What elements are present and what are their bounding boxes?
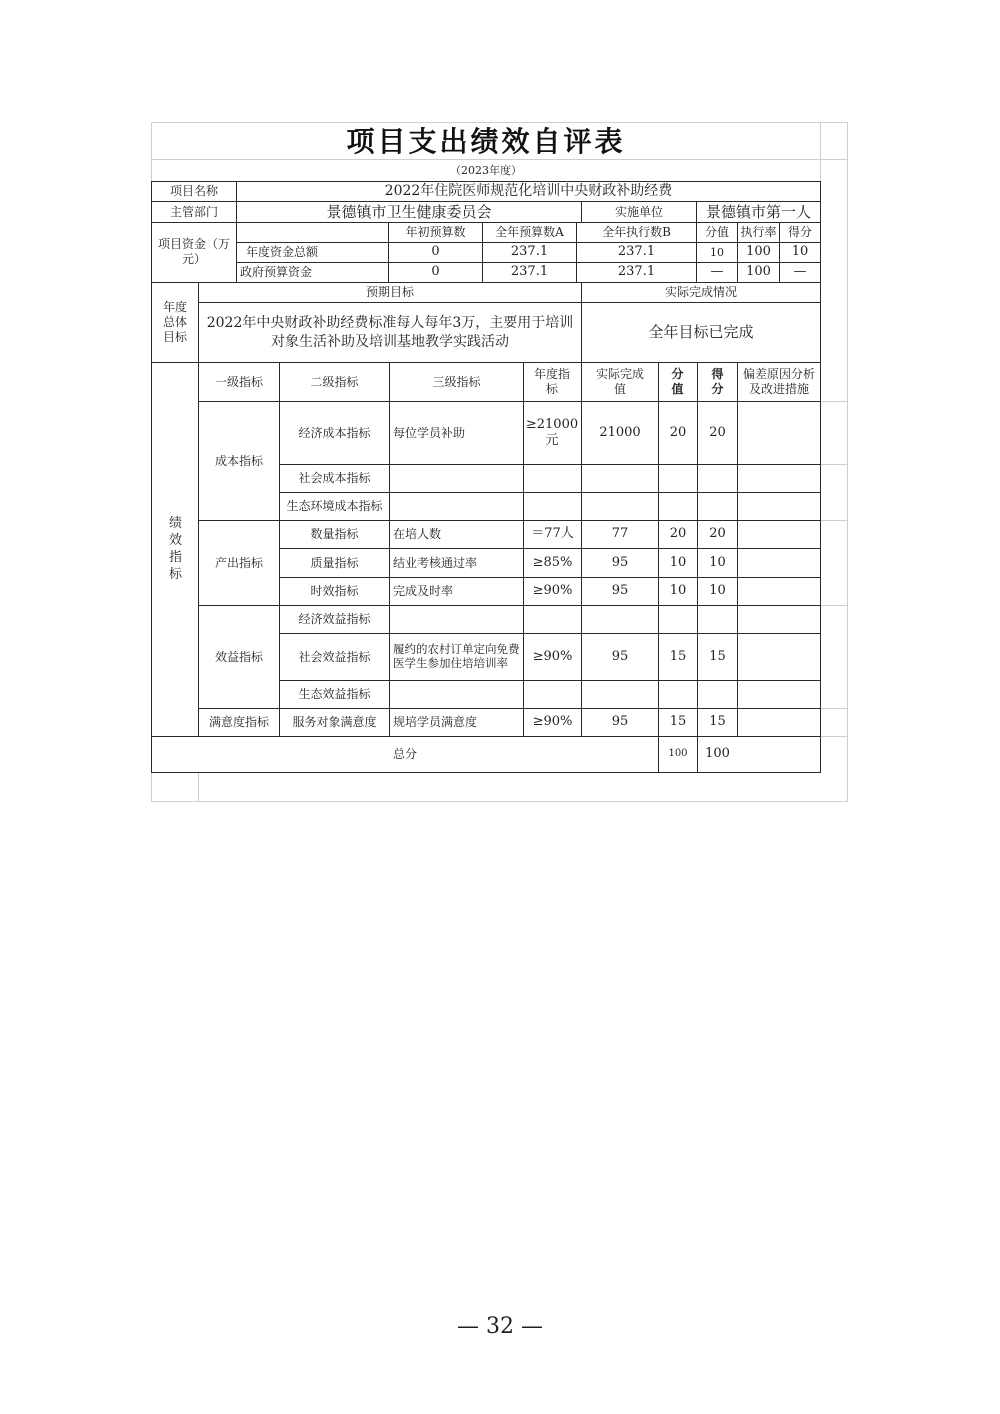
perf-row-value: 15 bbox=[669, 648, 687, 664]
funds-header-score-value: 分值 bbox=[704, 225, 729, 239]
impl-unit-name: 景德镇市第一人 bbox=[705, 202, 811, 221]
goal-expected-header: 预期目标 bbox=[365, 285, 414, 299]
form-year: （2023年度） bbox=[450, 163, 522, 177]
perf-row-target: ≥90% bbox=[532, 583, 573, 599]
funds-row-gov-initial: 0 bbox=[431, 264, 440, 280]
perf-row-score: 20 bbox=[709, 526, 726, 542]
perf-header-actual: 实际完成值 bbox=[596, 367, 645, 396]
perf-row-score: 10 bbox=[709, 583, 726, 599]
goal-actual-header: 实际完成情况 bbox=[664, 285, 737, 299]
perf-row-value: 15 bbox=[669, 714, 687, 730]
dept-label: 主管部门 bbox=[169, 204, 218, 219]
perf-row-l3: 每位学员补助 bbox=[393, 425, 466, 440]
perf-row-l2: 社会成本指标 bbox=[298, 471, 371, 485]
perf-row-value: 20 bbox=[669, 526, 687, 542]
funds-row-total-score: 10 bbox=[791, 244, 809, 260]
perf-row-l3: 结业考核通过率 bbox=[393, 555, 478, 570]
perf-header-l2: 二级指标 bbox=[310, 374, 359, 389]
perf-row-actual: 95 bbox=[611, 648, 629, 664]
funds-row-total-rate: 100 bbox=[746, 244, 771, 260]
perf-row-l3: 在培人数 bbox=[393, 527, 442, 541]
perf-l1-output: 产出指标 bbox=[214, 555, 263, 570]
page-number: — 32 — bbox=[457, 1314, 543, 1339]
goal-label: 年度总体目标 bbox=[162, 299, 187, 344]
perf-row-target: ＝77人 bbox=[531, 526, 574, 542]
funds-label: 项目资金（万元） bbox=[157, 237, 230, 266]
perf-header-target: 年度指标 bbox=[533, 367, 570, 396]
perf-row-target: ≥85% bbox=[532, 554, 573, 570]
funds-row-gov-executed: 237.1 bbox=[617, 264, 656, 280]
perf-row-value: 20 bbox=[669, 424, 687, 440]
total-value: 100 bbox=[668, 748, 688, 760]
perf-row-l2: 社会效益指标 bbox=[298, 649, 371, 664]
funds-row-gov-score-value: — bbox=[710, 264, 724, 280]
perf-row-l3: 规培学员满意度 bbox=[393, 715, 478, 729]
perf-row-l2: 生态效益指标 bbox=[298, 687, 371, 701]
perf-header-score: 得分 bbox=[711, 367, 724, 396]
perf-row-score: 15 bbox=[709, 648, 726, 664]
goal-actual-text: 全年目标已完成 bbox=[648, 323, 754, 342]
perf-row-l2: 质量指标 bbox=[310, 555, 359, 570]
perf-row-score: 10 bbox=[709, 554, 726, 570]
perf-l1-satisfaction: 满意度指标 bbox=[208, 715, 269, 729]
perf-row-value: 10 bbox=[669, 583, 687, 599]
perf-header-value: 分值 bbox=[671, 367, 684, 396]
funds-header-rate: 执行率 bbox=[740, 225, 777, 239]
funds-row-gov-rate: 100 bbox=[746, 264, 771, 280]
funds-row-total-initial: 0 bbox=[431, 244, 440, 260]
perf-row-l2: 时效指标 bbox=[310, 584, 359, 598]
perf-row-l2: 经济效益指标 bbox=[298, 612, 371, 626]
perf-label: 绩效指标 bbox=[168, 516, 182, 582]
dept-name: 景德镇市卫生健康委员会 bbox=[326, 202, 492, 221]
funds-row-gov-name: 政府预算资金 bbox=[240, 265, 313, 279]
perf-l1-cost: 成本指标 bbox=[214, 453, 263, 468]
perf-row-l3: 履约的农村订单定向免费医学生参加住培培训率 bbox=[393, 642, 520, 670]
funds-header-score: 得分 bbox=[787, 225, 812, 239]
project-name-label: 项目名称 bbox=[169, 184, 218, 198]
perf-row-l2: 数量指标 bbox=[310, 527, 359, 541]
perf-row-actual: 95 bbox=[611, 554, 629, 570]
perf-row-score: 15 bbox=[709, 714, 726, 730]
perf-row-l2: 经济成本指标 bbox=[298, 425, 371, 440]
perf-header-note: 偏差原因分析及改进措施 bbox=[742, 367, 815, 396]
funds-row-total-annual: 237.1 bbox=[510, 244, 549, 260]
total-label: 总分 bbox=[392, 747, 417, 761]
perf-header-l1: 一级指标 bbox=[214, 374, 263, 389]
funds-row-gov-score: — bbox=[793, 264, 807, 280]
perf-row-l2: 生态环境成本指标 bbox=[286, 499, 383, 513]
perf-row-actual: 77 bbox=[611, 526, 629, 542]
funds-header-annual: 全年预算数A bbox=[495, 225, 564, 239]
impl-unit-label: 实施单位 bbox=[614, 204, 663, 219]
perf-row-actual: 21000 bbox=[599, 424, 641, 440]
form-title: 项目支出绩效自评表 bbox=[346, 124, 626, 158]
perf-row-l2: 服务对象满意度 bbox=[292, 715, 377, 729]
funds-header-initial: 年初预算数 bbox=[405, 225, 466, 239]
perf-row-target: ≥90% bbox=[532, 648, 573, 664]
perf-row-score: 20 bbox=[709, 424, 726, 440]
funds-row-total-score-value: 10 bbox=[710, 245, 724, 259]
perf-row-value: 10 bbox=[669, 554, 687, 570]
funds-row-total-executed: 237.1 bbox=[617, 244, 656, 260]
perf-header-l3: 三级指标 bbox=[432, 374, 481, 389]
perf-row-target: ≥21000元 bbox=[525, 416, 579, 448]
funds-row-gov-annual: 237.1 bbox=[510, 264, 549, 280]
perf-row-actual: 95 bbox=[611, 714, 629, 730]
project-name: 2022年住院医师规范化培训中央财政补助经费 bbox=[384, 182, 673, 199]
funds-header-executed: 全年执行数B bbox=[602, 225, 671, 239]
perf-l1-benefit: 效益指标 bbox=[214, 649, 263, 664]
funds-row-total-name: 年度资金总额 bbox=[246, 245, 319, 259]
perf-row-target: ≥90% bbox=[532, 714, 573, 730]
total-score: 100 bbox=[705, 746, 730, 762]
perf-row-l3: 完成及时率 bbox=[393, 584, 454, 598]
goal-expected-text: 2022年中央财政补助经费标准每人每年3万，主要用于培训对象生活补助及培训基地教学实践活动 bbox=[206, 314, 574, 350]
perf-row-actual: 95 bbox=[611, 583, 629, 599]
